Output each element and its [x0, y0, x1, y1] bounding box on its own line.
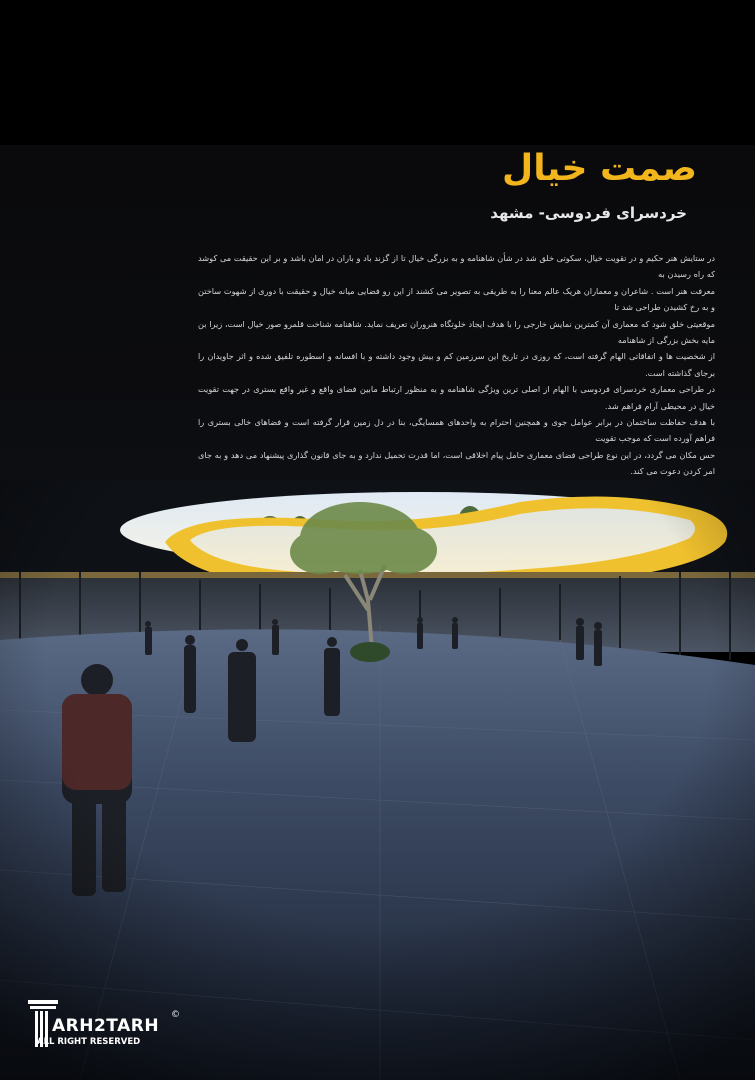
description-line: معرفت هنر است . شاعران و معماران هریک عالم معنا را به طریقی به تصویر می کشند از این رو فضایی میانه خیال و حقیقت با دوری از شهوت ساختن و به رخ کشیدن طراحی شد تا — [198, 285, 715, 313]
project-description — [198, 250, 715, 480]
description-line: در طراحی معماری خردسرای فردوسی با الهام از اصلی ترین ویژگی شاهنامه و به منظور ارتباط مابین فضای واقع و غیر واقع بستری در جهت تقویت خیال در محیطی آرام فراهم شد. — [198, 384, 715, 411]
description-line: حس مکان می گردد، در این نوع طراحی فضای معماری حامل پیام اخلاقی است، اما قدرت تحمیل ندارد و به جای قانون گذاری پیشنهاد می دهد و به جای امر کردن دعوت می کند. — [198, 449, 715, 477]
project-subtitle: خردسرای فردوسی- مشهد — [490, 204, 687, 222]
description-line: از شخصیت ها و اتفاقاتی الهام گرفته است، که روزی در تاریخ این سرزمین کم و بیش وجود داشته و با افسانه و اسطوره تلفیق شده و اثر جاویدان را برجای گذاشته است. — [198, 351, 715, 378]
tarh2tarh-logo — [28, 996, 188, 1056]
top-black-band — [0, 0, 755, 145]
logo-wordmark: ARH2TARH — [52, 1016, 160, 1036]
project-title: صمت خیال — [502, 148, 697, 189]
copyright-symbol: © — [171, 1010, 180, 1020]
description-line: در ستایش هنر حکیم و در تقویت خیال، سکوتی خلق شد در شأن شاهنامه و به بزرگی خیال تا از گزند باد و باران در امان باشد و بر این حقیقت می کوشد که راه رسیدن به — [198, 253, 715, 280]
courtyard-render-image — [0, 480, 755, 1080]
logo-tagline: ALL RIGHT RESERVED — [37, 1037, 141, 1047]
description-line: با هدف حفاظت ساختمان در برابر عوامل جوی و همچنین احترام به واحدهای همسایگی، بنا در دل زمین قرار گرفته است و فضاهای خالی بستری را فراهم آورده است که موجب تقویت — [198, 417, 715, 444]
description-line: موقعیتی خلق شود که معماری آن کمترین نمایش خارجی را با هدف ایجاد خلوتگاه هنروران تعریف نماید. شاهنامه شناخت قلمرو صور خیال است، زیرا بن مایه بخش بزرگی از شاهنامه — [198, 318, 715, 346]
